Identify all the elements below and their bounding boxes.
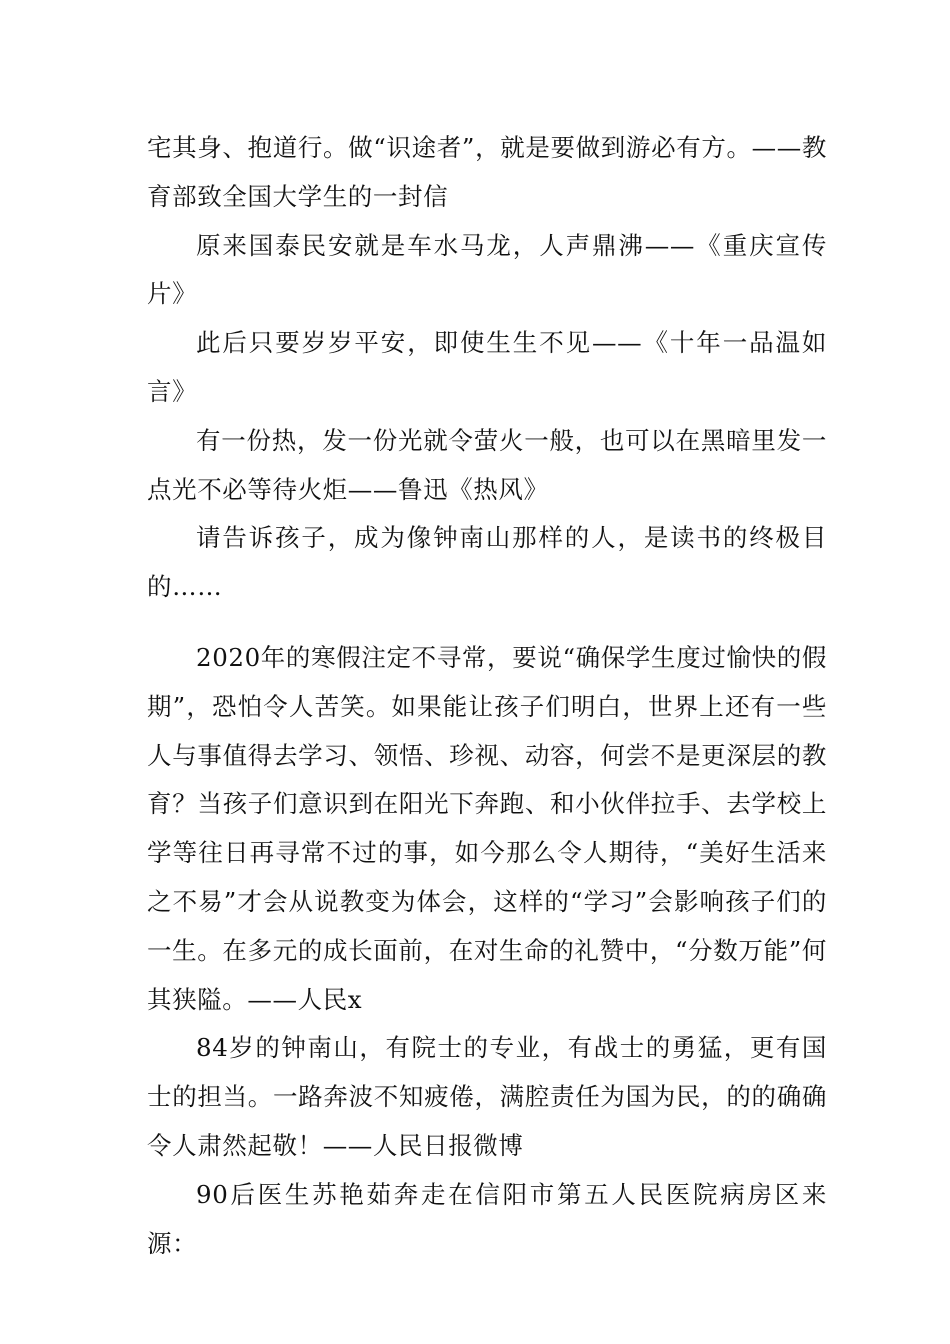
paragraph-quote-chongqing: 原来国泰民安就是车水马龙，人声鼎沸——《重庆宣传片》 <box>147 230 827 309</box>
paragraph-zhong-nanshan-84: 84岁的钟南山，有院士的专业，有战士的勇猛，更有国士的担当。一路奔波不知疲倦，满腔责任为国为民，的的确确令人肃然起敬！——人民日报微博 <box>147 1033 827 1160</box>
paragraph-quote-education-ministry: 宅其身、抱道行。做“识途者”，就是要做到游必有方。——教育部致全国大学生的一封信 <box>147 133 827 211</box>
paragraph-doctor-su: 90后医生苏艳茹奔走在信阳市第五人民医院病房区来源： <box>147 1179 827 1258</box>
paragraph-quote-novel: 此后只要岁岁平安，即使生生不见——《十年一品温如言》 <box>147 328 827 406</box>
paragraph-quote-luxun: 有一份热，发一份光就令萤火一般，也可以在黑暗里发一点光不必等待火炬——鲁迅《热风》 <box>147 425 827 504</box>
document-body <box>147 124 827 1268</box>
paragraph-quote-zhong-nanshan: 请告诉孩子，成为像钟南山那样的人，是读书的终极目的…… <box>147 523 827 602</box>
paragraph-winter-vacation: 2020年的寒假注定不寻常，要说“确保学生度过愉快的假期”，恐怕令人苦笑。如果能让孩子们明白，世界上还有一些人与事值得去学习、领悟、珍视、动容，何尝不是更深层的教育？当孩子们意识到在阳光下奔跑、和小伙伴拉手、去学校上学等往日再寻常不过的事，如今那么令人期待，“美好生活来之不易”才会从说教变为体会，这样的“学习”会影响孩子们的一生。在多元的成长面前，在对生命的礼赞中，“分数万能”何其狭隘。——人民x <box>147 642 827 1014</box>
